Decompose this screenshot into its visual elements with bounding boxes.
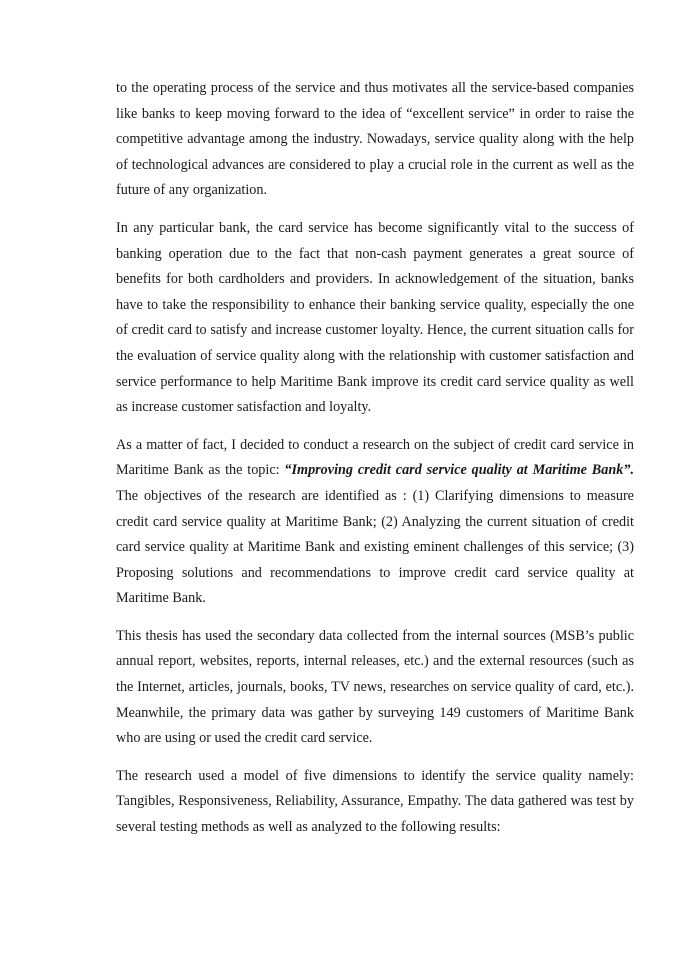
paragraph-card-service: In any particular bank, the card service has become significantly vital to the success of banking operation due to the fact that non-cash payment generates a great source of benefits for both cardholders and providers. In acknowledgement of the situation, banks have to take the responsibility to enhance their banking service quality, especially the one of credit card to satisfy and increase customer loyalty. Hence, the current situation calls for the evaluation of service quality along with the relationship with customer satisfaction and service performance to help Maritime Bank improve its credit card service quality as well as increase customer satisfaction and loyalty. — [116, 219, 634, 416]
paragraph-research-model: The research used a model of five dimensions to identify the service quality namely: Tangibles, Responsiveness, Reliability, Assurance, Empathy. The data gathered was test by several testing methods as well as analyzed to the following results: — [116, 767, 634, 836]
research-title: “Improving credit card service quality at Maritime Bank”. — [284, 462, 634, 479]
paragraph-research-topic-objectives: The objectives of the research are identified as : (1) Clarifying dimensions to measure credit card service quality at Maritime Bank; (2) Analyzing the current situation of credit card service quality at Maritime Bank and existing eminent challenges of this service; (3) Proposing solutions and recommendations to improve credit card service quality at Maritime Bank. — [116, 487, 634, 607]
paragraph-service-motivation: to the operating process of the service and thus motivates all the service-based companies like banks to keep moving forward to the idea of “excellent service” in order to raise the competitive advantage among the industry. Nowadays, service quality along with the help of technological advances are considered to play a crucial role in the current as well as the future of any organization. — [116, 80, 634, 199]
document-page — [116, 76, 634, 853]
paragraph-research-topic — [116, 433, 634, 612]
paragraph-data-sources: This thesis has used the secondary data collected from the internal sources (MSB’s public annual report, websites, reports, internal releases, etc.) and the external resources (such as the Internet, articles, journals, books, TV news, researches on service quality of card, etc.). Meanwhile, the primary data was gather by surveying 149 customers of Maritime Bank who are using or used the credit card service. — [116, 627, 634, 747]
paragraph-research-topic-intro: As a matter of fact, I decided to conduct a research on the subject of credit card service in Maritime Bank as the topic: — [116, 436, 634, 479]
